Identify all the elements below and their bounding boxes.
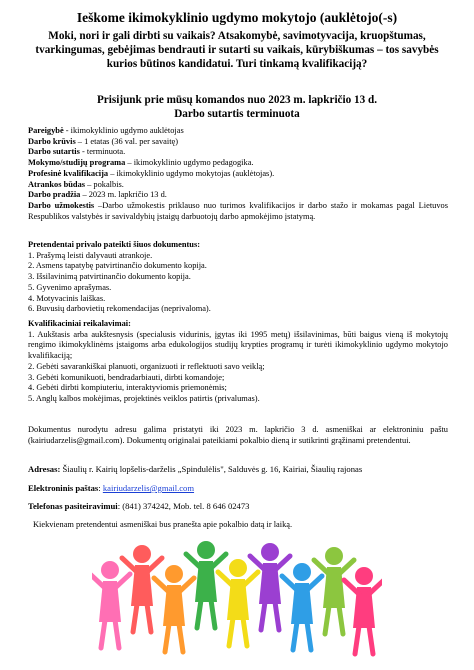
- list-item: 5. Gyvenimo aprašymas.: [28, 282, 112, 292]
- documents-section: [28, 240, 448, 315]
- email-line: Elektroninis paštas: kairiudarzelis@gmail.com: [28, 483, 195, 493]
- child-figure: [122, 545, 162, 632]
- info-qualification: Profesinė kvalifikacija – ikimokyklinio ugdymo mokytojas (auklėtojas).: [28, 168, 275, 178]
- interview-notice: Kiekvienam pretendentui asmeniškai bus pranešta apie pokalbio datą ir laiką.: [33, 520, 293, 529]
- email-label: Elektroninis paštas: [28, 483, 99, 493]
- child-figure: [186, 541, 226, 628]
- child-figure: [282, 563, 322, 650]
- info-selection-method: Atrankos būdas – pokalbis.: [28, 179, 124, 189]
- requirements-heading: Kvalifikaciniai reikalavimai:: [28, 319, 131, 328]
- list-item: 1. Prašymą leisti dalyvauti atrankoje.: [28, 250, 153, 260]
- child-figure: [314, 547, 354, 634]
- documents-heading: Pretendentai privalo pateikti šiuos dokumentus:: [28, 240, 201, 249]
- info-position: Pareigybė - ikimokyklinio ugdymo auklėtojas: [28, 126, 184, 135]
- list-item: 2. Gebėti savarankiškai planuoti, organizuoti ir reflektuoti savo veiklą;: [28, 361, 265, 371]
- intro-text: Moki, nori ir gali dirbti su vaikais? Atsakomybė, savimotyvacija, kruopštumas, tvarkingumas, gebėjimas bendrauti ir sutarti su vaikais, kūrybiškumas – tos savybės kurios būtinos kandidatui. Turi tinkamą kvalifikaciją?: [35, 30, 439, 70]
- list-item: 4. Gebėti dirbti kompiuteriu, interaktyviomis priemonėmis;: [28, 383, 227, 393]
- child-figure: [218, 559, 258, 646]
- child-figure: [250, 543, 290, 630]
- children-illustration: [92, 540, 382, 662]
- email-link[interactable]: kairiudarzelis@gmail.com: [102, 483, 195, 493]
- child-figure: [344, 567, 382, 654]
- info-salary: Darbo užmokestis –Darbo užmokestis priklauso nuo turimos kvalifikacijos ir darbo stažo ir mokamas pagal Lietuvos Respublikos valstybės ir savivaldybių įstaigų darbuotojų darbo apmokėjimo įstatymą.: [28, 200, 448, 221]
- list-item: 2. Asmens tapatybę patvirtinančio dokumento kopija.: [28, 261, 207, 271]
- list-item: 6. Buvusių darbovietių rekomendacijas (neprivaloma).: [28, 304, 211, 314]
- info-start-date: Darbo pradžia – 2023 m. lapkričio 13 d.: [28, 190, 167, 200]
- position-info: [28, 126, 448, 222]
- info-contract: Darbo sutartis - terminuota.: [28, 147, 126, 157]
- requirements-section: [28, 319, 448, 405]
- info-workload: Darbo krūvis – 1 etatas (36 val. per savaitę): [28, 136, 179, 146]
- child-figure: [92, 561, 130, 648]
- phone-value: : (841) 374242, Mob. tel. 8 646 02473: [117, 501, 250, 511]
- join-date-line: Prisijunk prie mūsų komandos nuo 2023 m. lapkričio 13 d.: [96, 94, 378, 106]
- info-study-program: Mokymo/studijų programa – ikimokyklinio ugdymo pedagogika.: [28, 158, 254, 168]
- submission-note: Dokumentus nurodytu adresu galima pristatyti iki 2023 m. lapkričio 3 d. asmeniškai ar elektroniniu paštu (kairiudarzelis@gmail.com). Dokumentų originalai pateikiami pokalbio dieną ir sutikrinti grąžinami pretendentui.: [28, 425, 448, 445]
- address-value: Šiaulių r. Kairių lopšelis-darželis „Spindulėlis", Salduvės g. 16, Kairiai, Šiaulių rajonas: [60, 464, 363, 474]
- address-line: [28, 464, 448, 475]
- child-figure: [154, 565, 194, 652]
- phone-label: Telefonas pasiteiravimui: [28, 501, 118, 511]
- list-item: 3. Gebėti komunikuoti, bendradarbiauti, dirbti komandoje;: [28, 372, 225, 382]
- page-title: Ieškome ikimokyklinio ugdymo mokytojo (auklėtojo(-s): [76, 10, 398, 25]
- list-item: 3. Išsilavinimą patvirtinančio dokumento kopija.: [28, 272, 191, 282]
- contract-type-line: Darbo sutartis terminuota: [174, 108, 300, 120]
- phone-line: [28, 501, 448, 512]
- list-item: 5. Anglų kalbos mokėjimas, projektinės veiklos patirtis (privalumas).: [28, 393, 260, 403]
- address-label: Adresas:: [28, 464, 61, 474]
- list-item: 1. Aukštasis arba aukštesnysis (specialusis vidurinis, įgytas iki 1995 metų) išsilavinimas, būti baigus vieną iš mokytojų rengimo ikimokyklinėms įstaigoms arba edukologijos studijų krypties programų ir turėti ikimokyklinio ugdymo mokytojo kvalifikaciją;: [28, 329, 448, 361]
- list-item: 4. Motyvacinis laiškas.: [28, 293, 106, 303]
